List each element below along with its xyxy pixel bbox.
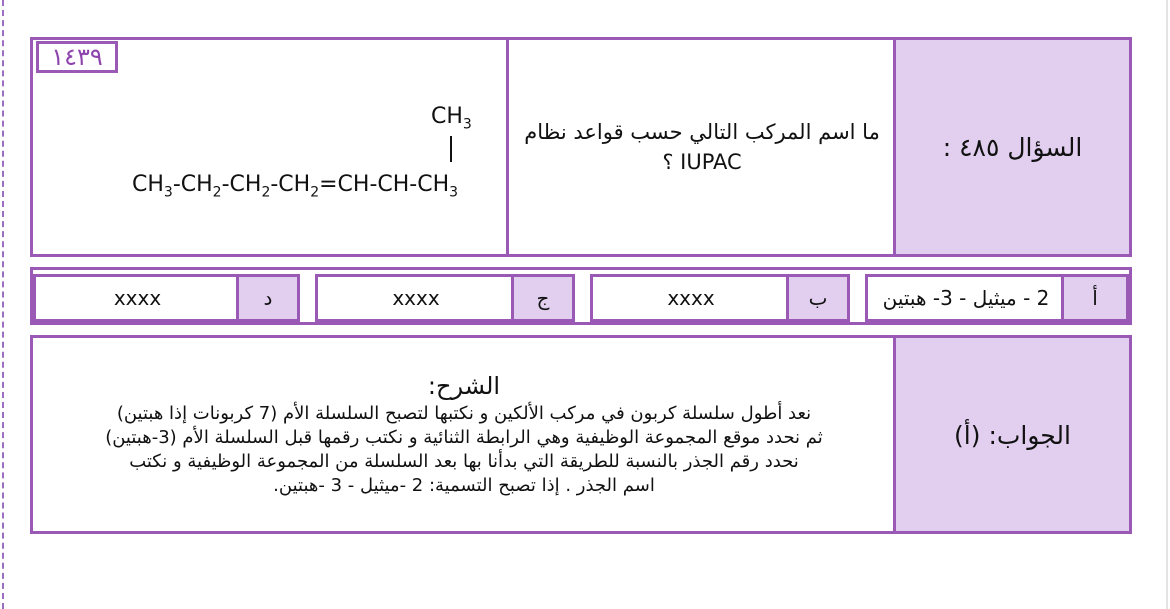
explanation [36, 370, 892, 530]
explanation-line: نحدد رقم الجذر بالنسبة للطريقة التي بدأنا بها بعد السلسلة من المجموعة الوظيفية و نكتب [129, 451, 799, 472]
question-number: السؤال ٤٨٥ : [942, 132, 1083, 162]
page-dashed-edge [2, 0, 4, 609]
question-text [510, 40, 894, 254]
explanation-title: الشرح: [427, 372, 501, 400]
branch-methyl: $CH_3$ [431, 104, 472, 133]
main-chain-formula: $CH_3-CH_2-CH_2-CH_2=CH-CH-CH_3$ [132, 172, 459, 201]
option-b[interactable] [590, 274, 850, 322]
page-right-edge [1166, 0, 1168, 609]
explanation-line: اسم الجذر . إذا تصبح التسمية: 2 -ميثيل - 3 -هبتين. [273, 475, 655, 496]
option-a[interactable] [865, 274, 1129, 322]
question-line: IUPAC ؟ [662, 150, 742, 174]
question-line: ما اسم المركب التالي حسب قواعد نظام [524, 120, 880, 144]
option-letter: ب [786, 277, 847, 319]
option-letter: د [236, 277, 297, 319]
option-c[interactable] [315, 274, 575, 322]
separator-band [30, 322, 1132, 338]
separator-band [30, 254, 1132, 270]
option-value: 2 - ميثيل - 3- هبتين [882, 286, 1050, 310]
answer-label: الجواب: (أ) [954, 421, 1071, 450]
option-value: xxxx [113, 286, 162, 310]
explanation-line: ثم نحدد موقع المجموعة الوظيفية وهي الرابطة الثنائية و نكتب رقمها قبل السلسلة الأم (3-هبتين) [105, 427, 823, 448]
option-value: xxxx [667, 286, 715, 310]
option-value: xxxx [392, 286, 440, 310]
option-d[interactable] [33, 274, 300, 322]
branch-bond [450, 136, 452, 162]
explanation-line: نعد أطول سلسلة كربون في مركب الألكين و نكتبها لتصبح السلسلة الأم (7 كربونات إذا هبتين) [116, 403, 812, 424]
year-badge: ١٤٣٩ [36, 41, 118, 73]
option-letter: ج [511, 277, 572, 319]
option-letter: أ [1061, 277, 1126, 319]
formula-area [33, 40, 507, 254]
